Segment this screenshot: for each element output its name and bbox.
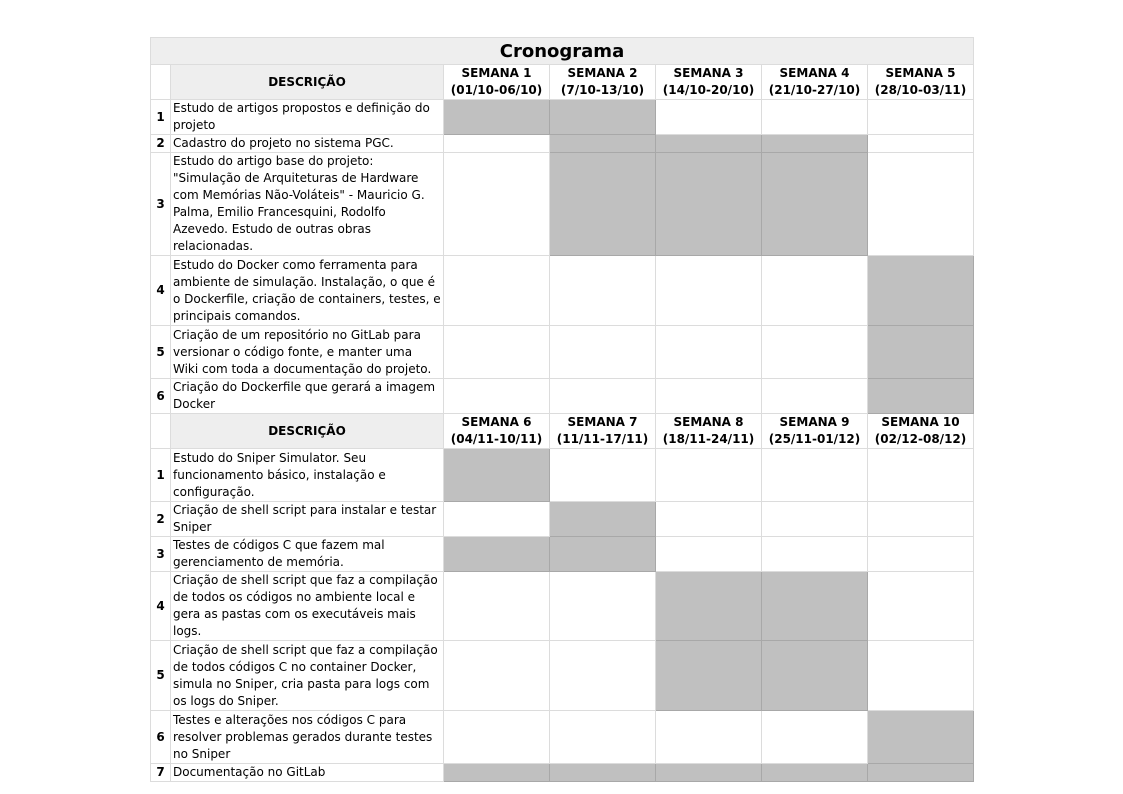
week-dates: (14/10-20/10) <box>662 83 755 97</box>
week-header <box>868 414 974 449</box>
week-cell-empty <box>868 537 974 572</box>
task-description: Criação do Dockerfile que gerará a imagem Docker <box>171 379 444 414</box>
week-cell-empty <box>550 256 656 326</box>
week-header <box>868 65 974 100</box>
week-header <box>444 65 550 100</box>
schedule-sheet <box>150 37 974 782</box>
task-description: Criação de shell script para instalar e testar Sniper <box>171 502 444 537</box>
week-cell-empty <box>762 256 868 326</box>
week-cell-empty <box>868 153 974 256</box>
week-cell-filled <box>550 764 656 782</box>
schedule-title: Cronograma <box>151 38 974 65</box>
task-description: Estudo do Sniper Simulator. Seu funcionamento básico, instalação e configuração. <box>171 449 444 502</box>
week-cell-filled <box>550 153 656 256</box>
week-cell-empty <box>444 256 550 326</box>
week-cell-filled <box>444 449 550 502</box>
week-header <box>444 414 550 449</box>
week-cell-filled <box>444 764 550 782</box>
week-dates: (02/12-08/12) <box>874 432 967 446</box>
task-row <box>151 135 974 153</box>
description-header: DESCRIÇÃO <box>171 65 444 100</box>
week-cell-filled <box>444 100 550 135</box>
week-cell-filled <box>868 256 974 326</box>
week-cell-empty <box>762 537 868 572</box>
week-cell-filled <box>762 764 868 782</box>
week-dates: (04/11-10/11) <box>450 432 543 446</box>
week-cell-filled <box>762 572 868 641</box>
week-dates: (21/10-27/10) <box>768 83 861 97</box>
week-cell-empty <box>868 449 974 502</box>
week-cell-filled <box>444 537 550 572</box>
week-header <box>762 414 868 449</box>
week-cell-filled <box>868 379 974 414</box>
task-number: 7 <box>151 764 171 782</box>
week-cell-empty <box>444 572 550 641</box>
task-row <box>151 537 974 572</box>
task-row <box>151 764 974 782</box>
week-name: SEMANA 3 <box>673 66 744 80</box>
week-header <box>656 414 762 449</box>
week-header <box>550 65 656 100</box>
week-cell-empty <box>762 100 868 135</box>
task-number: 1 <box>151 449 171 502</box>
week-cell-empty <box>550 641 656 711</box>
task-number: 3 <box>151 153 171 256</box>
task-row <box>151 711 974 764</box>
task-row <box>151 153 974 256</box>
week-cell-filled <box>868 764 974 782</box>
week-cell-filled <box>868 326 974 379</box>
week-name: SEMANA 8 <box>673 415 744 429</box>
task-description: Estudo do Docker como ferramenta para ambiente de simulação. Instalação, o que é o Dockerfile, criação de containers, testes, e principais comandos. <box>171 256 444 326</box>
week-cell-empty <box>550 379 656 414</box>
week-cell-empty <box>444 641 550 711</box>
task-number: 3 <box>151 537 171 572</box>
week-dates: (01/10-06/10) <box>450 83 543 97</box>
section-header-row <box>151 414 974 449</box>
week-cell-filled <box>656 764 762 782</box>
week-cell-empty <box>868 135 974 153</box>
task-description: Testes e alterações nos códigos C para resolver problemas gerados durante testes no Sniper <box>171 711 444 764</box>
week-name: SEMANA 2 <box>567 66 638 80</box>
week-dates: (25/11-01/12) <box>768 432 861 446</box>
header-blank-cell <box>151 414 171 449</box>
task-number: 4 <box>151 572 171 641</box>
task-number: 5 <box>151 326 171 379</box>
week-cell-empty <box>444 153 550 256</box>
week-name: SEMANA 4 <box>779 66 850 80</box>
week-name: SEMANA 10 <box>881 415 960 429</box>
task-description: Criação de shell script que faz a compilação de todos os códigos no ambiente local e gera as pastas com os executáveis mais logs. <box>171 572 444 641</box>
task-description: Estudo do artigo base do projeto: "Simulação de Arquiteturas de Hardware com Memórias Não-Voláteis" - Mauricio G. Palma, Emilio Francesquini, Rodolfo Azevedo. Estudo de outras obras relacionadas. <box>171 153 444 256</box>
week-name: SEMANA 6 <box>461 415 532 429</box>
task-row <box>151 641 974 711</box>
task-number: 2 <box>151 502 171 537</box>
week-cell-empty <box>868 100 974 135</box>
week-name: SEMANA 1 <box>461 66 532 80</box>
week-cell-empty <box>550 326 656 379</box>
week-cell-empty <box>444 326 550 379</box>
week-name: SEMANA 9 <box>779 415 850 429</box>
task-number: 5 <box>151 641 171 711</box>
week-cell-empty <box>656 100 762 135</box>
task-description: Testes de códigos C que fazem mal gerenciamento de memória. <box>171 537 444 572</box>
week-cell-empty <box>656 502 762 537</box>
task-description: Criação de um repositório no GitLab para versionar o código fonte, e manter uma Wiki com toda a documentação do projeto. <box>171 326 444 379</box>
week-name: SEMANA 5 <box>885 66 956 80</box>
week-dates: (18/11-24/11) <box>662 432 755 446</box>
week-dates: (7/10-13/10) <box>560 83 645 97</box>
week-cell-filled <box>550 135 656 153</box>
week-cell-empty <box>868 572 974 641</box>
week-cell-filled <box>762 135 868 153</box>
description-header: DESCRIÇÃO <box>171 414 444 449</box>
task-description: Estudo de artigos propostos e definição do projeto <box>171 100 444 135</box>
week-dates: (11/11-17/11) <box>556 432 649 446</box>
task-row <box>151 256 974 326</box>
week-cell-filled <box>868 711 974 764</box>
week-header <box>762 65 868 100</box>
week-cell-empty <box>656 256 762 326</box>
week-cell-filled <box>656 153 762 256</box>
task-description: Cadastro do projeto no sistema PGC. <box>171 135 444 153</box>
week-cell-empty <box>444 135 550 153</box>
week-cell-empty <box>656 379 762 414</box>
week-cell-empty <box>444 502 550 537</box>
task-description: Criação de shell script que faz a compilação de todos códigos C no container Docker, simula no Sniper, cria pasta para logs com os logs do Sniper. <box>171 641 444 711</box>
week-cell-empty <box>656 537 762 572</box>
week-cell-empty <box>550 711 656 764</box>
task-row <box>151 326 974 379</box>
task-row <box>151 449 974 502</box>
task-number: 2 <box>151 135 171 153</box>
week-cell-empty <box>762 449 868 502</box>
section-header-row <box>151 65 974 100</box>
week-cell-filled <box>762 153 868 256</box>
week-cell-empty <box>762 326 868 379</box>
week-cell-filled <box>550 537 656 572</box>
week-cell-empty <box>762 379 868 414</box>
task-number: 4 <box>151 256 171 326</box>
week-cell-empty <box>762 502 868 537</box>
week-cell-empty <box>656 326 762 379</box>
week-cell-empty <box>444 379 550 414</box>
week-cell-filled <box>762 641 868 711</box>
week-cell-empty <box>762 711 868 764</box>
task-number: 6 <box>151 379 171 414</box>
task-number: 1 <box>151 100 171 135</box>
week-cell-empty <box>868 502 974 537</box>
week-cell-filled <box>550 502 656 537</box>
week-header <box>550 414 656 449</box>
task-description: Documentação no GitLab <box>171 764 444 782</box>
week-cell-empty <box>444 711 550 764</box>
task-number: 6 <box>151 711 171 764</box>
week-cell-filled <box>550 100 656 135</box>
week-dates: (28/10-03/11) <box>874 83 967 97</box>
week-cell-filled <box>656 572 762 641</box>
week-cell-empty <box>656 711 762 764</box>
week-cell-empty <box>550 449 656 502</box>
header-blank-cell <box>151 65 171 100</box>
week-cell-filled <box>656 135 762 153</box>
task-row <box>151 379 974 414</box>
task-row <box>151 502 974 537</box>
week-header <box>656 65 762 100</box>
week-cell-empty <box>868 641 974 711</box>
schedule-table <box>150 37 974 782</box>
task-row <box>151 572 974 641</box>
week-cell-filled <box>656 641 762 711</box>
task-row <box>151 100 974 135</box>
week-cell-empty <box>656 449 762 502</box>
week-name: SEMANA 7 <box>567 415 638 429</box>
week-cell-empty <box>550 572 656 641</box>
